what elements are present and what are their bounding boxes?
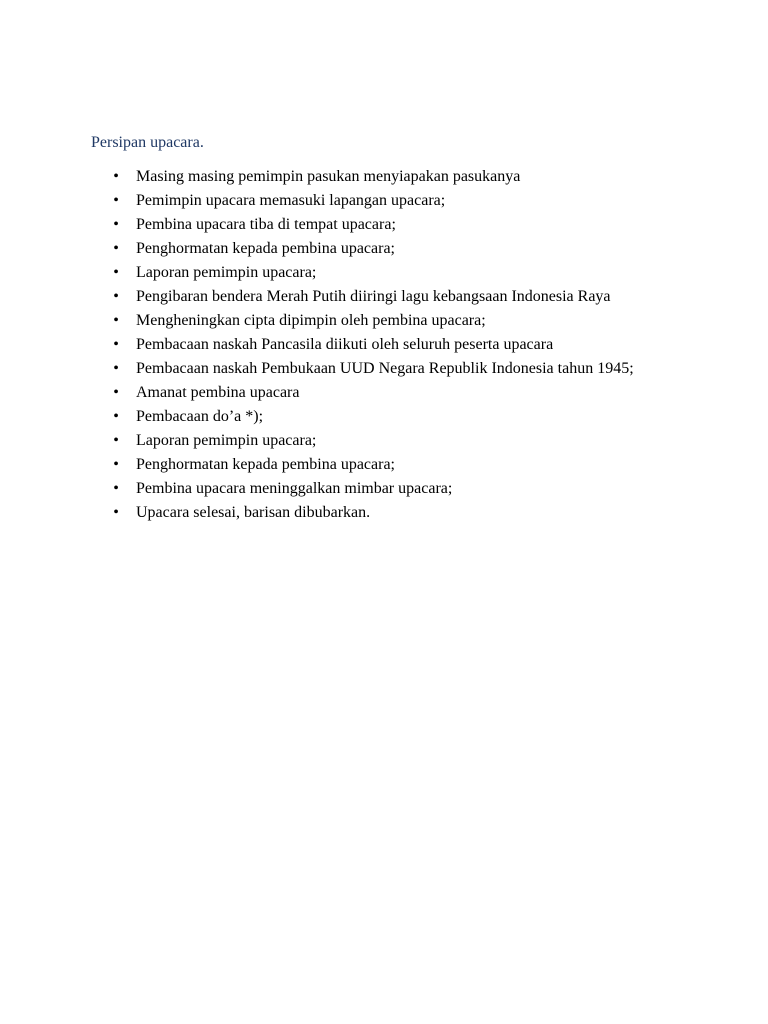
bullet-icon: • xyxy=(113,288,119,305)
list-item xyxy=(91,405,666,429)
list-item xyxy=(91,501,666,525)
list-item-text: Laporan pemimpin upacara; xyxy=(136,264,317,281)
list-item xyxy=(91,381,666,405)
bullet-icon: • xyxy=(113,216,119,233)
document-content xyxy=(91,131,691,525)
list-item-text: Pembacaan naskah Pembukaan UUD Negara Republik Indonesia tahun 1945; xyxy=(136,360,634,377)
list-item-text: Laporan pemimpin upacara; xyxy=(136,432,317,449)
list-item-text: Pembacaan do’a *); xyxy=(136,408,264,425)
bullet-icon: • xyxy=(113,168,119,185)
list-item-text: Pembacaan naskah Pancasila diikuti oleh seluruh peserta upacara xyxy=(136,336,554,353)
list-item xyxy=(91,189,666,213)
list-item-text: Penghormatan kepada pembina upacara; xyxy=(136,456,395,473)
bullet-icon: • xyxy=(113,408,119,425)
list-item xyxy=(91,453,666,477)
list-item-text: Penghormatan kepada pembina upacara; xyxy=(136,240,395,257)
list-item xyxy=(91,261,666,285)
bullet-icon: • xyxy=(113,456,119,473)
list-item xyxy=(91,309,666,333)
list-item xyxy=(91,285,666,309)
list-item-text: Pembina upacara tiba di tempat upacara; xyxy=(136,216,396,233)
bullet-icon: • xyxy=(113,432,119,449)
list-item-text: Mengheningkan cipta dipimpin oleh pembina upacara; xyxy=(136,312,486,329)
section-heading: Persipan upacara. xyxy=(91,134,204,151)
bullet-icon: • xyxy=(113,312,119,329)
bullet-icon: • xyxy=(113,336,119,353)
bullet-icon: • xyxy=(113,240,119,257)
list-item-text: Masing masing pemimpin pasukan menyiapakan pasukanya xyxy=(136,168,521,185)
list-item-text: Pemimpin upacara memasuki lapangan upacara; xyxy=(136,192,446,209)
list-item xyxy=(91,357,666,381)
list-item xyxy=(91,213,666,237)
ceremony-steps-list xyxy=(91,165,691,525)
list-item-text: Pembina upacara meninggalkan mimbar upacara; xyxy=(136,480,453,497)
list-item xyxy=(91,165,666,189)
list-item-text: Amanat pembina upacara xyxy=(136,384,300,401)
bullet-icon: • xyxy=(113,360,119,377)
list-item xyxy=(91,333,666,357)
bullet-icon: • xyxy=(113,504,119,521)
list-item-text: Pengibaran bendera Merah Putih diiringi lagu kebangsaan Indonesia Raya xyxy=(136,288,611,305)
bullet-icon: • xyxy=(113,384,119,401)
bullet-icon: • xyxy=(113,192,119,209)
list-item-text: Upacara selesai, barisan dibubarkan. xyxy=(136,504,371,521)
list-item xyxy=(91,237,666,261)
list-item xyxy=(91,477,666,501)
bullet-icon: • xyxy=(113,264,119,281)
list-item xyxy=(91,429,666,453)
bullet-icon: • xyxy=(113,480,119,497)
